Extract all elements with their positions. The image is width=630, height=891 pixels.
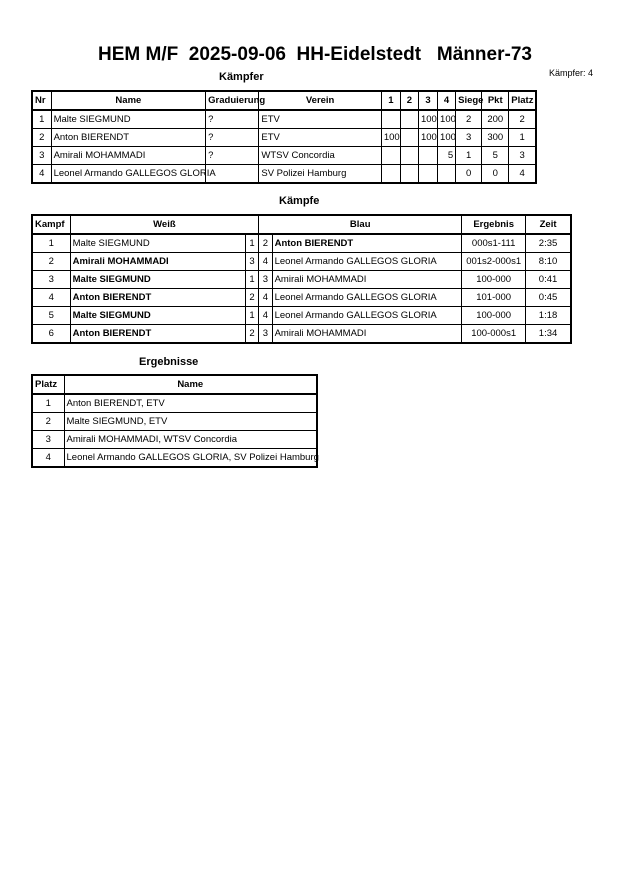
score-cell: 100 <box>418 129 437 147</box>
fight-blue-nr: 4 <box>259 307 272 325</box>
result-name: Malte SIEGMUND, ETV <box>64 413 317 431</box>
fight-white-nr: 3 <box>245 253 258 271</box>
fighter-points: 5 <box>482 147 509 165</box>
table-row <box>32 307 571 325</box>
fight-white-name: Amirali MOHAMMADI <box>70 253 245 271</box>
fight-blue-name: Leonel Armando GALLEGOS GLORIA <box>272 307 462 325</box>
fight-white-nr: 1 <box>245 307 258 325</box>
col-header: Blau <box>259 215 462 234</box>
fight-blue-name: Amirali MOHAMMADI <box>272 271 462 289</box>
fighter-grade: ? <box>206 147 259 165</box>
table-row <box>32 413 317 431</box>
fight-white-nr: 2 <box>245 289 258 307</box>
fight-blue-nr: 3 <box>259 271 272 289</box>
fighter-nr: 1 <box>32 110 51 129</box>
fighter-points: 0 <box>482 165 509 184</box>
fight-blue-name: Amirali MOHAMMADI <box>272 325 462 344</box>
fight-result: 100-000s1 <box>462 325 526 344</box>
col-header: Zeit <box>526 215 571 234</box>
fight-time: 2:35 <box>526 234 571 253</box>
fighter-club: ETV <box>259 129 381 147</box>
col-header: Platz <box>509 91 536 110</box>
fighter-nr: 3 <box>32 147 51 165</box>
page-title: HEM M/F 2025-09-06 HH-Eidelstedt Männer-73 <box>98 44 532 65</box>
fight-time: 1:18 <box>526 307 571 325</box>
fight-white-name: Malte SIEGMUND <box>70 307 245 325</box>
results-header-row <box>32 375 317 394</box>
score-cell: 100 <box>381 129 400 147</box>
fight-result: 100-000 <box>462 307 526 325</box>
results-heading: Ergebnisse <box>139 356 199 368</box>
table-row <box>32 147 536 165</box>
result-place: 2 <box>32 413 64 431</box>
fighter-wins: 3 <box>456 129 482 147</box>
fighters-heading: Kämpfer <box>219 71 264 83</box>
fighters-header-row <box>32 91 536 110</box>
fighter-name: Malte SIEGMUND <box>51 110 206 129</box>
result-name: Amirali MOHAMMADI, WTSV Concordia <box>64 431 317 449</box>
fight-white-name: Anton BIERENDT <box>70 289 245 307</box>
fight-result: 001s2-000s1 <box>462 253 526 271</box>
result-place: 4 <box>32 449 64 468</box>
fight-blue-nr: 4 <box>259 289 272 307</box>
fighter-club: WTSV Concordia <box>259 147 381 165</box>
score-cell: 5 <box>438 147 456 165</box>
fighter-wins: 1 <box>456 147 482 165</box>
score-cell: 100 <box>438 110 456 129</box>
table-row <box>32 165 536 184</box>
col-header: Weiß <box>70 215 259 234</box>
score-cell <box>400 165 418 184</box>
col-header: Verein <box>259 91 381 110</box>
fight-number: 1 <box>32 234 70 253</box>
score-cell: 100 <box>418 110 437 129</box>
fight-number: 5 <box>32 307 70 325</box>
fighter-grade: ? <box>206 129 259 147</box>
col-header: Pkt <box>482 91 509 110</box>
results-table <box>31 374 318 468</box>
fight-blue-name: Anton BIERENDT <box>272 234 462 253</box>
fighter-place: 2 <box>509 110 536 129</box>
result-place: 3 <box>32 431 64 449</box>
col-header: Name <box>64 375 317 394</box>
col-header: Name <box>51 91 206 110</box>
table-row <box>32 271 571 289</box>
fighter-nr: 4 <box>32 165 51 184</box>
score-cell <box>418 147 437 165</box>
table-row <box>32 289 571 307</box>
fighter-name: Amirali MOHAMMADI <box>51 147 206 165</box>
col-header: Graduierung <box>206 91 259 110</box>
fighter-wins: 0 <box>456 165 482 184</box>
score-cell <box>381 165 400 184</box>
fighter-place: 1 <box>509 129 536 147</box>
result-name: Leonel Armando GALLEGOS GLORIA, SV Polizei Hamburg <box>64 449 317 468</box>
fighter-grade: ? <box>206 110 259 129</box>
fight-time: 0:41 <box>526 271 571 289</box>
fight-blue-name: Leonel Armando GALLEGOS GLORIA <box>272 253 462 271</box>
fighter-name: Leonel Armando GALLEGOS GLORIA <box>51 165 206 184</box>
fight-number: 6 <box>32 325 70 344</box>
fight-time: 1:34 <box>526 325 571 344</box>
fight-number: 4 <box>32 289 70 307</box>
table-row <box>32 325 571 344</box>
score-cell <box>381 110 400 129</box>
fighters-table <box>31 90 537 184</box>
fights-heading: Kämpfe <box>279 195 320 207</box>
score-cell <box>418 165 437 184</box>
col-header: Platz <box>32 375 64 394</box>
result-name: Anton BIERENDT, ETV <box>64 394 317 413</box>
col-header: 1 <box>381 91 400 110</box>
table-row <box>32 129 536 147</box>
fight-time: 8:10 <box>526 253 571 271</box>
table-row <box>32 110 536 129</box>
fight-result: 000s1-111 <box>462 234 526 253</box>
fighter-points: 200 <box>482 110 509 129</box>
col-header: 2 <box>400 91 418 110</box>
col-header: Ergebnis <box>462 215 526 234</box>
fight-time: 0:45 <box>526 289 571 307</box>
result-place: 1 <box>32 394 64 413</box>
fight-white-nr: 1 <box>245 234 258 253</box>
fight-blue-nr: 2 <box>259 234 272 253</box>
fighter-place: 4 <box>509 165 536 184</box>
fight-blue-nr: 3 <box>259 325 272 344</box>
score-cell <box>400 110 418 129</box>
fight-result: 101-000 <box>462 289 526 307</box>
fight-number: 2 <box>32 253 70 271</box>
col-header: 4 <box>438 91 456 110</box>
table-row <box>32 449 317 468</box>
col-header: Kampf <box>32 215 70 234</box>
table-row <box>32 253 571 271</box>
table-row <box>32 234 571 253</box>
fighter-wins: 2 <box>456 110 482 129</box>
score-cell <box>381 147 400 165</box>
fight-blue-name: Leonel Armando GALLEGOS GLORIA <box>272 289 462 307</box>
fight-blue-nr: 4 <box>259 253 272 271</box>
col-header: Siege <box>456 91 482 110</box>
fight-white-name: Malte SIEGMUND <box>70 271 245 289</box>
fighter-name: Anton BIERENDT <box>51 129 206 147</box>
fighter-place: 3 <box>509 147 536 165</box>
fight-white-nr: 2 <box>245 325 258 344</box>
fight-white-nr: 1 <box>245 271 258 289</box>
fighter-points: 300 <box>482 129 509 147</box>
table-row <box>32 431 317 449</box>
fights-header-row <box>32 215 571 234</box>
col-header: Nr <box>32 91 51 110</box>
score-cell <box>400 129 418 147</box>
fighters-count: Kämpfer: 4 <box>549 68 594 78</box>
table-row <box>32 394 317 413</box>
fighter-nr: 2 <box>32 129 51 147</box>
fights-table <box>31 214 572 344</box>
fighter-club: SV Polizei Hamburg <box>259 165 381 184</box>
fight-white-name: Anton BIERENDT <box>70 325 245 344</box>
fight-number: 3 <box>32 271 70 289</box>
col-header: 3 <box>418 91 437 110</box>
fighter-club: ETV <box>259 110 381 129</box>
score-cell <box>438 165 456 184</box>
fight-result: 100-000 <box>462 271 526 289</box>
score-cell <box>400 147 418 165</box>
score-cell: 100 <box>438 129 456 147</box>
fight-white-name: Malte SIEGMUND <box>70 234 245 253</box>
